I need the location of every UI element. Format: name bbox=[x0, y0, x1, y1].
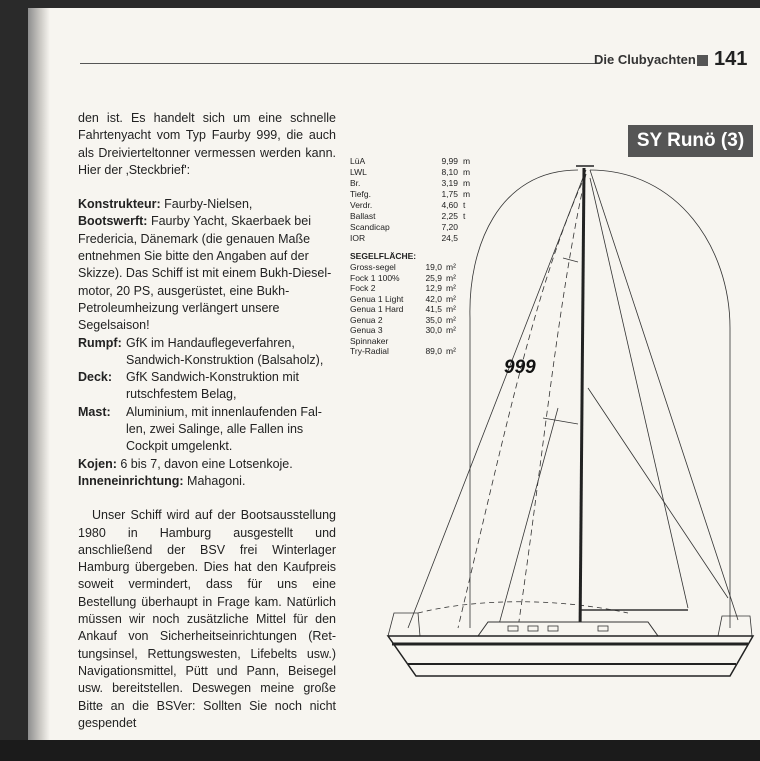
sail-value: 89,0 bbox=[425, 346, 442, 356]
field-label: Konstrukteur: bbox=[78, 197, 161, 212]
sail-row bbox=[350, 336, 481, 347]
page-number: 141 bbox=[714, 48, 748, 70]
sail-row bbox=[350, 273, 481, 284]
sail-label: Genua 2 bbox=[350, 314, 383, 325]
field-inneneinrichtung bbox=[78, 473, 336, 490]
field-label: Deck: bbox=[78, 370, 113, 385]
spec-unit: m bbox=[463, 167, 471, 177]
hull bbox=[388, 636, 753, 676]
body-text bbox=[78, 110, 336, 732]
header-rule bbox=[80, 63, 600, 64]
sail-label: Genua 1 Hard bbox=[350, 304, 404, 314]
spec-value: 4,60 bbox=[441, 200, 458, 210]
sail-row bbox=[350, 262, 481, 273]
sail-value: 42,0 bbox=[425, 293, 442, 304]
spec-row bbox=[350, 189, 481, 200]
stern-pulpit bbox=[718, 616, 752, 636]
field-label: Rumpf: bbox=[78, 335, 122, 350]
sail-row bbox=[350, 325, 481, 336]
sail-unit: m² bbox=[446, 346, 456, 356]
field-value: GfK Sandwich-Konstruktion mit rutschfestem Belag, bbox=[126, 370, 299, 402]
spec-row bbox=[350, 167, 481, 178]
spec-value: 8,10 bbox=[441, 167, 458, 177]
spec-value: 2,25 bbox=[441, 211, 458, 221]
sail-value bbox=[414, 336, 442, 347]
shroud bbox=[588, 388, 728, 598]
spec-unit bbox=[458, 222, 481, 233]
spec-unit: m bbox=[463, 178, 471, 188]
spec-row bbox=[350, 178, 481, 189]
sail-row bbox=[350, 304, 481, 315]
sail-row bbox=[350, 346, 481, 357]
field-label: Inneneinrichtung: bbox=[78, 473, 184, 488]
spec-row bbox=[350, 222, 481, 233]
field-mast bbox=[78, 404, 336, 456]
sail-unit: m² bbox=[446, 272, 456, 283]
field-value: Faurby-Nielsen, bbox=[164, 197, 253, 212]
spec-label: Tiefg. bbox=[350, 189, 371, 199]
spec-row bbox=[350, 211, 481, 222]
field-konstrukteur bbox=[78, 196, 336, 213]
sail-label: Gross-segel bbox=[350, 262, 396, 272]
field-bootswerft bbox=[78, 213, 336, 334]
spec-value: 7,20 bbox=[441, 222, 458, 232]
field-value: Aluminium, mit innenlaufenden Fallen, zwei Salinge, alle Fallen ins Cockpit umgelenkt. bbox=[126, 404, 322, 454]
sail-label: Spinnaker bbox=[350, 335, 389, 346]
spec-value: 1,75 bbox=[441, 189, 458, 199]
backstay bbox=[590, 170, 738, 620]
cabin bbox=[478, 622, 658, 636]
sail-unit: m² bbox=[446, 293, 456, 304]
sail-unit: m² bbox=[446, 314, 456, 325]
sail-value: 30,0 bbox=[425, 325, 442, 335]
spec-value: 24,5 bbox=[441, 233, 458, 243]
genoa-dashed-2 bbox=[518, 174, 586, 628]
sail-value: 19,0 bbox=[425, 262, 442, 272]
mast bbox=[580, 168, 584, 636]
book-page bbox=[28, 8, 760, 740]
spec-label: Br. bbox=[350, 178, 361, 188]
closing-paragraph: Unser Schiff wird auf der Bootsausstellung 1980 in Hamburg ausgestellt und anschließend der BSV frei Winterlager Hamburg übergeben. Dies hat den Kaufpreis soweit vermindert, dass für uns eine Bestellung überhaupt in Frage kam. Natürlich müssen wir noch zusätzliche Mittel für den Ankauf von Sicherheitseinrichtungen (Rettungsinsel, Rettungswesten, Lifebelts usw.) Navigationsmittel, Pütt und Pann, Beisegel usw. bereitstellen. Deswegen meine große Bitte an die BSVer: Sollten Sie noch nicht gespendet bbox=[78, 508, 336, 730]
sail-row bbox=[350, 283, 481, 294]
sail-label: Fock 1 100% bbox=[350, 272, 400, 283]
sail-unit: m² bbox=[446, 325, 456, 335]
spec-unit: t bbox=[463, 200, 466, 210]
field-value: 6 bis 7, davon eine Lotsenkoje. bbox=[120, 456, 293, 471]
genoa-foot bbox=[418, 602, 628, 613]
field-value: GfK im Handauflegeverfahren, Sandwich-Konstruktion (Balsaholz), bbox=[126, 335, 324, 367]
field-value: Mahagoni. bbox=[187, 473, 246, 488]
field-rumpf bbox=[78, 335, 336, 370]
field-label: Bootswerft: bbox=[78, 214, 148, 229]
spec-unit: m bbox=[463, 189, 471, 199]
section-title: Die Clubyachten bbox=[594, 52, 696, 67]
sail-unit: m² bbox=[446, 262, 456, 272]
mainsail-leech bbox=[590, 178, 688, 608]
spec-label: IOR bbox=[350, 233, 366, 243]
field-label: Kojen: bbox=[78, 456, 117, 471]
spec-unit bbox=[458, 233, 481, 244]
spec-row bbox=[350, 233, 481, 244]
spec-table bbox=[350, 156, 481, 357]
sail-unit: m² bbox=[446, 304, 456, 314]
sail-label: Genua 3 bbox=[350, 325, 383, 335]
sail-value: 35,0 bbox=[425, 314, 442, 325]
field-value: Faurby Yacht, Skaerbaek bei Fredericia, Dänemark (die genauen Maße entnehmen Sie bitte den Angaben auf der Skizze). Das Schiff ist mit einem Bukh-Dieselmotor, 20 PS, ausgerüstet, eine Bukh-Petroleumheizung verlängert unsere Segelsaison! bbox=[78, 214, 332, 333]
yacht-name-tag: SY Runö (3) bbox=[628, 125, 753, 157]
spec-value: 9,99 bbox=[441, 156, 458, 166]
spreader bbox=[543, 418, 578, 424]
sail-value: 12,9 bbox=[425, 283, 442, 293]
sail-value: 25,9 bbox=[425, 272, 442, 283]
sail-label: Fock 2 bbox=[350, 283, 376, 293]
spinnaker-outline bbox=[470, 170, 578, 628]
bow-pulpit bbox=[388, 613, 420, 636]
sail-row bbox=[350, 315, 481, 326]
spec-value: 3,19 bbox=[441, 178, 458, 188]
header-square-icon bbox=[697, 55, 708, 66]
spec-label: Ballast bbox=[350, 211, 376, 221]
intro-paragraph: den ist. Es handelt sich um eine schnelle Fahrtenyacht vom Typ Faurby 999, die auch als Dreivierteltonner vermessen werden kann. Hier der ‚Steckbrief': bbox=[78, 111, 336, 177]
sail-label: Try-Radial bbox=[350, 346, 389, 356]
field-kojen bbox=[78, 456, 336, 473]
shroud-lower bbox=[498, 408, 558, 628]
spec-label: Scandicap bbox=[350, 222, 390, 232]
sail-unit bbox=[442, 336, 466, 347]
spreader bbox=[563, 258, 578, 262]
field-label: Mast: bbox=[78, 404, 111, 419]
scan-bottom-edge bbox=[0, 740, 760, 761]
sail-label: Genua 1 Light bbox=[350, 293, 404, 304]
sail-number: 999 bbox=[504, 357, 536, 378]
spec-row bbox=[350, 156, 481, 167]
spec-row bbox=[350, 200, 481, 211]
spec-label: Verdr. bbox=[350, 200, 373, 210]
field-deck bbox=[78, 369, 336, 404]
sail-row bbox=[350, 294, 481, 305]
sail-unit: m² bbox=[446, 283, 456, 293]
spec-unit: m bbox=[463, 156, 471, 166]
sail-area-heading: SEGELFLÄCHE: bbox=[350, 251, 417, 261]
spec-label: LWL bbox=[350, 167, 367, 177]
sail-value: 41,5 bbox=[425, 304, 442, 314]
page-gutter-shadow bbox=[28, 8, 50, 740]
spinnaker-outline-right bbox=[590, 170, 730, 628]
spec-unit: t bbox=[463, 211, 466, 221]
spec-label: LüA bbox=[350, 156, 366, 166]
